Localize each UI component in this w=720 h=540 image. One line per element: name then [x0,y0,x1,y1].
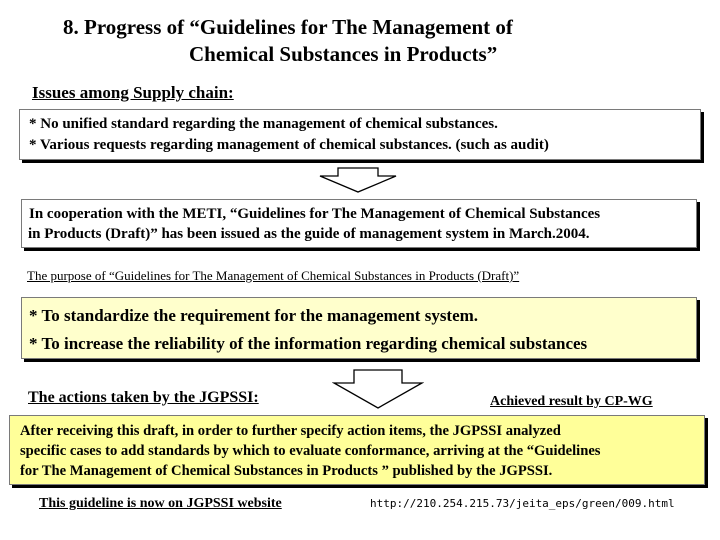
issue-item: * No unified standard regarding the management of chemical substances. [29,116,498,132]
actions-line: After receiving this draft, in order to further specify action items, the JGPSSI analyzed [20,423,561,439]
issues-heading: Issues among Supply chain: [32,83,234,102]
purpose-item: * To standardize the requirement for the management system. [29,306,479,325]
purpose-box [21,297,697,359]
issue-item: * Various requests regarding management of chemical substances. (such as audit) [29,137,549,153]
down-arrow-icon [332,369,424,409]
cooperation-line: in Products (Draft)” has been issued as the guide of management system in March.2004. [28,226,590,242]
actions-line: for The Management of Chemical Substances in Products ” published by the JGPSSI. [20,463,553,479]
issues-box [19,109,701,160]
jgpssi-url-link[interactable]: http://210.254.215.73/jeita_eps/green/009.html [370,497,675,510]
page-title-line-1: 8. Progress of “Guidelines for The Management of [63,15,513,39]
purpose-item: * To increase the reliability of the information regarding chemical substances [29,334,588,353]
actions-heading: The actions taken by the JGPSSI: [28,389,259,406]
cooperation-line: In cooperation with the METI, “Guidelines for The Management of Chemical Substances [29,206,601,222]
actions-box [9,415,705,485]
purpose-heading: The purpose of “Guidelines for The Management of Chemical Substances in Products (Draft)” [27,268,520,283]
cooperation-box [21,199,697,248]
down-arrow-icon [318,167,398,193]
achieved-result-label: Achieved result by CP-WG [490,394,653,409]
website-note: This guideline is now on JGPSSI website [39,496,282,511]
page-title-line-2: Chemical Substances in Products” [189,42,498,66]
actions-line: specific cases to add standards by which to evaluate conformance, arriving at the “Guidelines [20,443,601,459]
